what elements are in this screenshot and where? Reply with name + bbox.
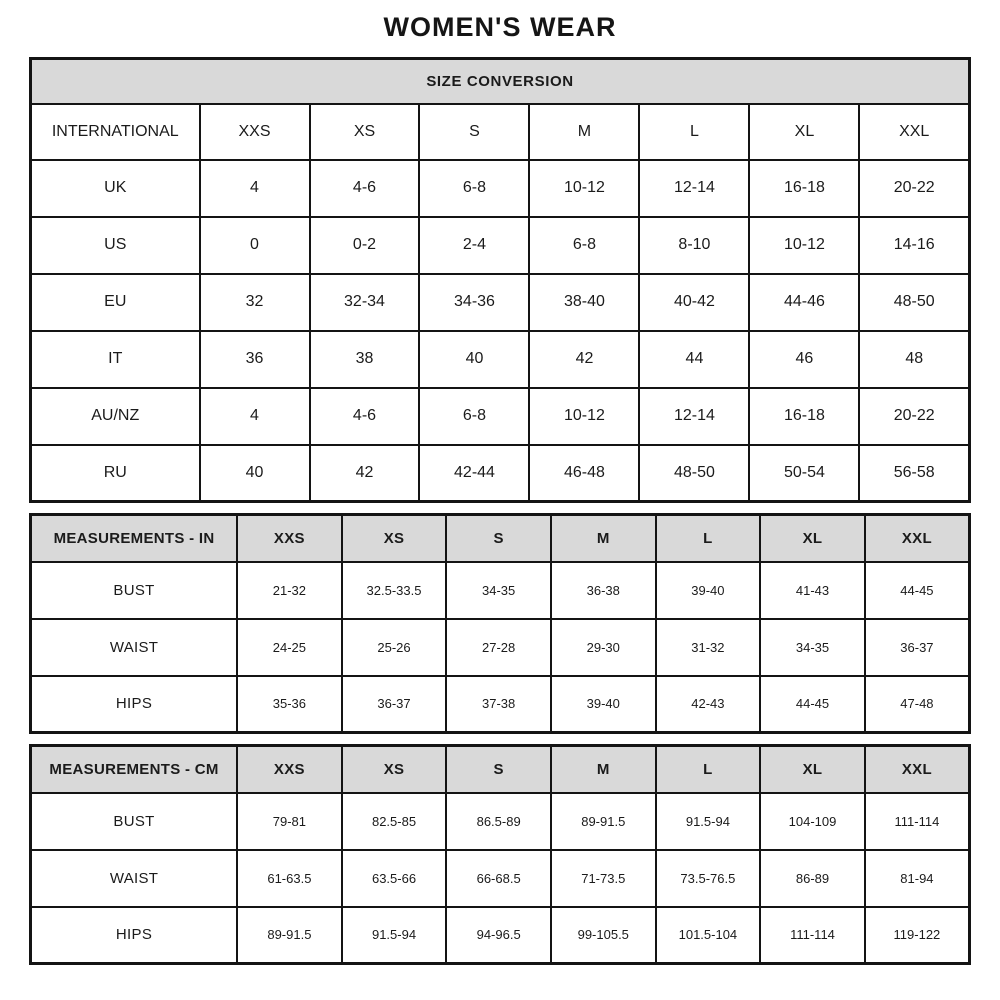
column-header: XXS: [237, 515, 342, 562]
table-cell: 29-30: [551, 619, 656, 676]
size-conversion-table: [29, 57, 971, 503]
table-cell: 48-50: [639, 445, 749, 502]
table-cell: 44-46: [749, 274, 859, 331]
table-cell: 104-109: [760, 793, 865, 850]
table-header-row: [31, 515, 970, 562]
size-chart-page: [29, 0, 971, 965]
column-header: XS: [342, 515, 447, 562]
table-cell: 25-26: [342, 619, 447, 676]
table-cell: 37-38: [446, 676, 551, 733]
table-row: [31, 850, 970, 907]
table-cell: 32.5-33.5: [342, 562, 447, 619]
table-cell: 34-35: [760, 619, 865, 676]
table-cell: 6-8: [529, 217, 639, 274]
column-header: S: [419, 104, 529, 160]
row-label: WAIST: [31, 619, 238, 676]
table-cell: 111-114: [865, 793, 970, 850]
table-cell: 12-14: [639, 160, 749, 217]
table-cell: 34-36: [419, 274, 529, 331]
table-cell: 42: [529, 331, 639, 388]
row-label: WAIST: [31, 850, 238, 907]
row-label: IT: [31, 331, 200, 388]
table-row: [31, 331, 970, 388]
table-row: [31, 676, 970, 733]
table-row: [31, 793, 970, 850]
table-cell: 86.5-89: [446, 793, 551, 850]
table-banner: SIZE CONVERSION: [31, 59, 970, 104]
table-cell: 12-14: [639, 388, 749, 445]
table-cell: 39-40: [656, 562, 761, 619]
measurements-cm-table: [29, 744, 971, 965]
table-cell: 46-48: [529, 445, 639, 502]
table-cell: 24-25: [237, 619, 342, 676]
table-row: [31, 160, 970, 217]
table-cell: 31-32: [656, 619, 761, 676]
table-row: [31, 217, 970, 274]
table-row: [31, 388, 970, 445]
table-cell: 39-40: [551, 676, 656, 733]
table-cell: 99-105.5: [551, 907, 656, 964]
table-cell: 50-54: [749, 445, 859, 502]
table-cell: 27-28: [446, 619, 551, 676]
table-cell: 61-63.5: [237, 850, 342, 907]
table-cell: 10-12: [529, 160, 639, 217]
column-header: S: [446, 515, 551, 562]
table-cell: 32-34: [310, 274, 420, 331]
table-cell: 8-10: [639, 217, 749, 274]
column-header: XS: [310, 104, 420, 160]
table-cell: 42: [310, 445, 420, 502]
table-cell: 38: [310, 331, 420, 388]
table-cell: 82.5-85: [342, 793, 447, 850]
table-cell: 0: [200, 217, 310, 274]
row-label: BUST: [31, 793, 238, 850]
table-cell: 38-40: [529, 274, 639, 331]
column-header: M: [529, 104, 639, 160]
table-cell: 6-8: [419, 388, 529, 445]
row-label: EU: [31, 274, 200, 331]
row-label: RU: [31, 445, 200, 502]
table-cell: 63.5-66: [342, 850, 447, 907]
column-header: XL: [760, 746, 865, 793]
row-label: HIPS: [31, 907, 238, 964]
table-cell: 86-89: [760, 850, 865, 907]
page-title: WOMEN'S WEAR: [383, 12, 617, 42]
table-cell: 91.5-94: [342, 907, 447, 964]
table-cell: 101.5-104: [656, 907, 761, 964]
table-cell: 56-58: [859, 445, 969, 502]
table-cell: 44-45: [760, 676, 865, 733]
header-label: MEASUREMENTS - IN: [31, 515, 238, 562]
table-cell: 4: [200, 388, 310, 445]
table-cell: 36: [200, 331, 310, 388]
table-cell: 6-8: [419, 160, 529, 217]
table-banner-row: [31, 59, 970, 104]
table-cell: 2-4: [419, 217, 529, 274]
table-cell: 79-81: [237, 793, 342, 850]
column-header: L: [656, 515, 761, 562]
table-cell: 40: [200, 445, 310, 502]
column-header: XXS: [237, 746, 342, 793]
table-cell: 16-18: [749, 160, 859, 217]
table-row: [31, 562, 970, 619]
column-header: L: [639, 104, 749, 160]
column-header: XXL: [865, 515, 970, 562]
column-header: XL: [749, 104, 859, 160]
table-cell: 40-42: [639, 274, 749, 331]
table-cell: 32: [200, 274, 310, 331]
table-cell: 16-18: [749, 388, 859, 445]
table-cell: 44-45: [865, 562, 970, 619]
table-cell: 20-22: [859, 160, 969, 217]
header-label: MEASUREMENTS - CM: [31, 746, 238, 793]
table-row: [31, 907, 970, 964]
column-header: L: [656, 746, 761, 793]
column-header: M: [551, 746, 656, 793]
table-cell: 4: [200, 160, 310, 217]
row-label: US: [31, 217, 200, 274]
column-header: XL: [760, 515, 865, 562]
table-cell: 35-36: [237, 676, 342, 733]
table-cell: 36-37: [865, 619, 970, 676]
row-label: AU/NZ: [31, 388, 200, 445]
table-cell: 48-50: [859, 274, 969, 331]
table-cell: 20-22: [859, 388, 969, 445]
header-label: INTERNATIONAL: [31, 104, 200, 160]
table-cell: 119-122: [865, 907, 970, 964]
table-row: [31, 274, 970, 331]
table-cell: 36-38: [551, 562, 656, 619]
table-cell: 40: [419, 331, 529, 388]
table-row: [31, 445, 970, 502]
row-label: BUST: [31, 562, 238, 619]
column-header: XXS: [200, 104, 310, 160]
row-label: UK: [31, 160, 200, 217]
table-cell: 4-6: [310, 388, 420, 445]
column-header: XXL: [859, 104, 969, 160]
table-cell: 34-35: [446, 562, 551, 619]
table-cell: 89-91.5: [237, 907, 342, 964]
table-cell: 48: [859, 331, 969, 388]
table-cell: 36-37: [342, 676, 447, 733]
table-cell: 41-43: [760, 562, 865, 619]
table-cell: 47-48: [865, 676, 970, 733]
table-cell: 71-73.5: [551, 850, 656, 907]
table-cell: 73.5-76.5: [656, 850, 761, 907]
table-cell: 89-91.5: [551, 793, 656, 850]
table-header-row: [31, 104, 970, 160]
column-header: S: [446, 746, 551, 793]
table-cell: 66-68.5: [446, 850, 551, 907]
table-cell: 42-43: [656, 676, 761, 733]
table-cell: 94-96.5: [446, 907, 551, 964]
table-cell: 10-12: [749, 217, 859, 274]
table-cell: 10-12: [529, 388, 639, 445]
table-header-row: [31, 746, 970, 793]
table-row: [31, 619, 970, 676]
table-cell: 81-94: [865, 850, 970, 907]
table-cell: 0-2: [310, 217, 420, 274]
table-cell: 46: [749, 331, 859, 388]
table-cell: 91.5-94: [656, 793, 761, 850]
row-label: HIPS: [31, 676, 238, 733]
measurements-in-table: [29, 513, 971, 734]
table-cell: 14-16: [859, 217, 969, 274]
table-cell: 4-6: [310, 160, 420, 217]
column-header: M: [551, 515, 656, 562]
table-cell: 42-44: [419, 445, 529, 502]
column-header: XXL: [865, 746, 970, 793]
table-cell: 21-32: [237, 562, 342, 619]
table-cell: 44: [639, 331, 749, 388]
table-cell: 111-114: [760, 907, 865, 964]
column-header: XS: [342, 746, 447, 793]
